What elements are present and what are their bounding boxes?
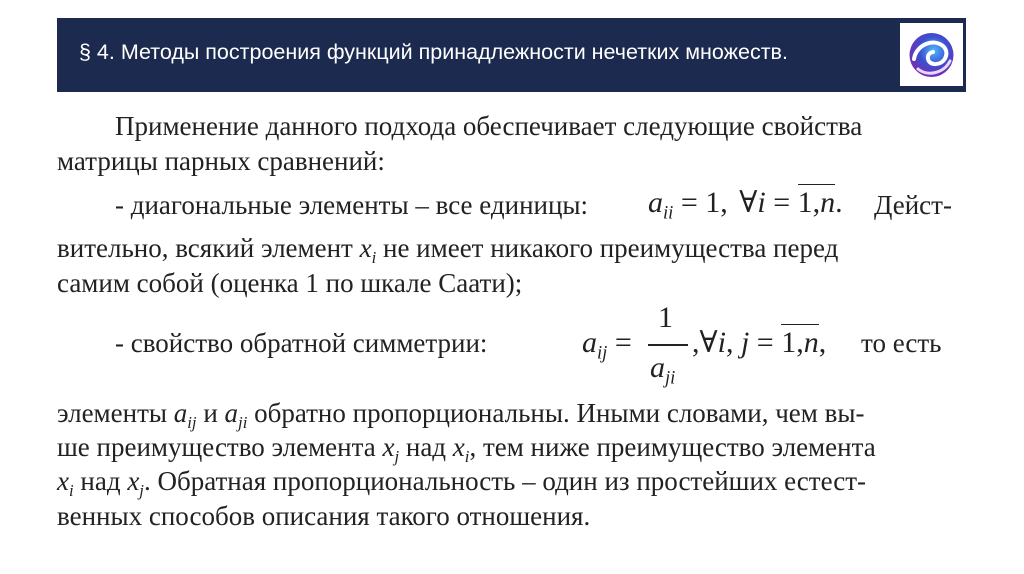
reciprocal-formula: $a_{ij}$ = <box>582 326 632 364</box>
fraction-numerator: 1 <box>658 301 673 334</box>
paragraph-line: венных способов описания такого отношения. <box>57 501 591 531</box>
paragraph-line: самим собой (оценка 1 по шкале Саати); <box>57 268 523 298</box>
paragraph-line: ше преимущество элемента $x_j$ над $x_i$, тем ниже преимущество элемента <box>57 432 876 466</box>
paragraph-line: элементы $a_{ij}$ и $a_{ji}$ обратно пропорциональны. Иными словами, чем вы- <box>57 398 865 432</box>
paragraph-line: - диагональные элементы – все единицы: <box>115 190 589 220</box>
paragraph-line: Применение данного подхода обеспечивает следующие свойства <box>115 111 863 141</box>
diagonal-formula: $a_{ii} = 1$, ∀i = 1,n. <box>648 186 843 224</box>
reciprocal-formula-quantifier: ,∀i, j = 1,n, <box>692 326 827 359</box>
paragraph-line: - свойство обратной симметрии: <box>115 328 488 358</box>
paragraph-line: Дейст- <box>874 190 952 220</box>
paragraph-line: матрицы парных сравнений: <box>57 146 385 176</box>
slide-title: § 4. Методы построения функций принадлежности нечетких множеств. <box>79 40 788 64</box>
swirl-logo-icon <box>900 23 963 86</box>
paragraph-line: вительно, всякий элемент $x_i$ не имеет никакого преимущества перед <box>57 233 839 267</box>
slide-header <box>57 18 966 92</box>
paragraph-line: то есть <box>861 328 942 358</box>
fraction-bar <box>648 344 688 346</box>
fraction-denominator: $a_{ji}$ <box>650 351 676 389</box>
paragraph-line: $x_i$ над $x_j$. Обратная пропорциональность – один из простейших естест- <box>57 466 867 500</box>
